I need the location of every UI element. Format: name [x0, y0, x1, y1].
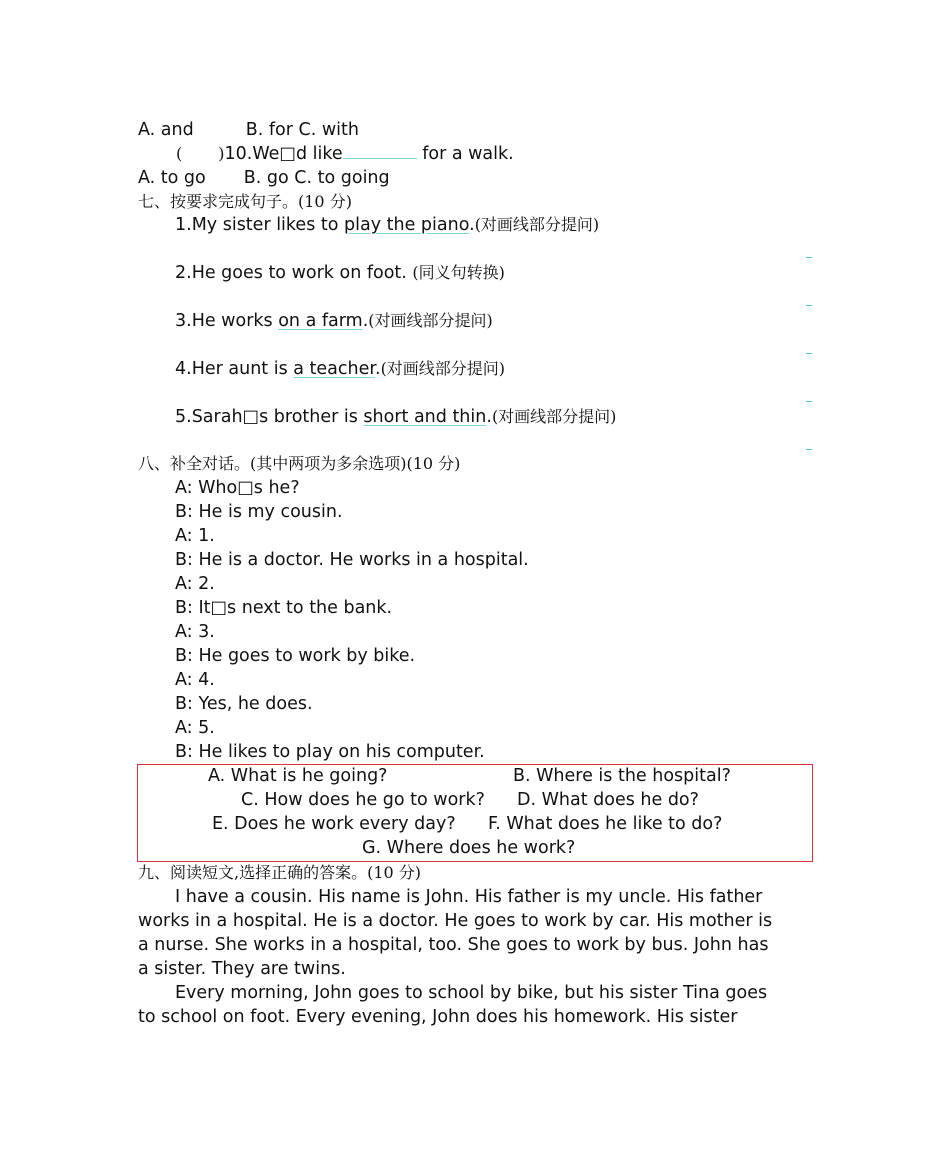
answer-paren-close: ) [218, 144, 225, 163]
q10-text-suffix: for a walk. [422, 144, 514, 164]
dialog-line-6b: s next to the bank. [227, 598, 393, 618]
answer-line-mark [806, 401, 812, 402]
dialog-line-1b: s he? [253, 478, 300, 498]
dialog-line: A: 3. [175, 622, 215, 642]
dialog-line: B: He is a doctor. He works in a hospital. [175, 550, 529, 570]
dialog-line-1a: A: Who [175, 478, 238, 498]
passage-line: a nurse. She works in a hospital, too. She goes to work by bus. John has [138, 935, 769, 955]
s7-item-3 [175, 310, 493, 332]
dialog-line [175, 597, 392, 619]
q10-text-prefix: 10.We [224, 144, 280, 164]
instruction-note: (对画线部分提问) [368, 311, 493, 330]
section-8-heading: 八、补全对话。(其中两项为多余选项)(10 分) [138, 454, 461, 473]
q10-stem [176, 143, 514, 165]
passage-line: works in a hospital. He is a doctor. He goes to work by car. His mother is [138, 911, 773, 931]
dialog-line: B: Yes, he does. [175, 694, 313, 714]
option-e[interactable]: E. Does he work every day? [212, 814, 456, 834]
q9-options [138, 119, 359, 141]
passage-line: Every morning, John goes to school by bike, but his sister Tina goes [175, 983, 768, 1003]
dialog-line: A: 1. [175, 526, 215, 546]
instruction-note: (对画线部分提问) [380, 359, 506, 378]
answer-line-mark [806, 449, 812, 450]
option-g[interactable]: G. Where does he work? [362, 838, 576, 858]
missing-glyph-icon: □ [237, 478, 254, 498]
s7-item-4-text: 4.Her aunt is [175, 359, 294, 379]
fill-blank[interactable] [343, 144, 417, 159]
s7-item-4 [175, 358, 505, 380]
underlined-phrase: play the piano [344, 215, 470, 235]
s7-item-3-period: . [362, 311, 369, 331]
s7-item-2-text: 2.He goes to work on foot. [175, 263, 413, 283]
q9-option-c[interactable]: C. with [298, 120, 359, 140]
underlined-phrase: short and thin [363, 407, 487, 427]
dialog-line: A: 2. [175, 574, 215, 594]
underlined-phrase: on a farm [278, 311, 363, 331]
s7-item-3-text: 3.He works [175, 311, 279, 331]
dialog-line: A: 5. [175, 718, 215, 738]
option-d[interactable]: D. What does he do? [517, 790, 699, 810]
q10-option-c[interactable]: C. to going [294, 168, 390, 188]
q9-option-a[interactable]: A. and [138, 120, 194, 140]
s7-item-5-text: 5.Sarah [175, 407, 243, 427]
s7-item-5-mid: s brother is [259, 407, 364, 427]
missing-glyph-icon: □ [210, 598, 228, 618]
q10-option-a[interactable]: A. to go [138, 168, 206, 188]
q10-option-b[interactable]: B. go [243, 168, 289, 188]
s7-item-1-period: . [469, 215, 475, 235]
passage-line: I have a cousin. His name is John. His father is my uncle. His father [175, 887, 763, 907]
option-b[interactable]: B. Where is the hospital? [513, 766, 731, 786]
option-c[interactable]: C. How does he go to work? [241, 790, 485, 810]
s7-item-1 [175, 214, 599, 236]
passage-line: to school on foot. Every evening, John does his homework. His sister [138, 1007, 738, 1027]
dialog-line: A: 4. [175, 670, 215, 690]
q10-options [138, 167, 390, 189]
answer-line-mark [806, 353, 812, 354]
option-f[interactable]: F. What does he like to do? [488, 814, 723, 834]
s7-item-5-period: . [486, 407, 492, 427]
dialog-line: B: He likes to play on his computer. [175, 742, 485, 762]
dialog-line: B: He is my cousin. [175, 502, 343, 522]
option-a[interactable]: A. What is he going? [208, 766, 388, 786]
dialog-line: B: He goes to work by bike. [175, 646, 416, 666]
section-7-heading: 七、按要求完成句子。(10 分) [138, 192, 352, 211]
instruction-note: (对画线部分提问) [491, 407, 617, 426]
s7-item-1-text: 1.My sister likes to [175, 215, 345, 235]
instruction-note: (同义句转换) [412, 263, 505, 282]
q9-option-b[interactable]: B. for [245, 120, 293, 140]
dialog-line [175, 477, 300, 499]
q10-text-mid: d like [295, 144, 343, 164]
s7-item-2 [175, 262, 505, 284]
underlined-phrase: a teacher [293, 359, 375, 379]
dialog-line-6a: B: It [175, 598, 211, 618]
passage-line: a sister. They are twins. [138, 959, 346, 979]
missing-glyph-icon: □ [279, 144, 296, 164]
answer-paren-open: ( [176, 144, 183, 163]
s7-item-4-period: . [374, 359, 381, 379]
answer-line-mark [806, 257, 812, 258]
section-9-heading: 九、阅读短文,选择正确的答案。(10 分) [138, 863, 422, 882]
missing-glyph-icon: □ [242, 407, 260, 427]
instruction-note: (对画线部分提问) [474, 215, 600, 234]
s7-item-5 [175, 406, 616, 428]
answer-line-mark [806, 305, 812, 306]
